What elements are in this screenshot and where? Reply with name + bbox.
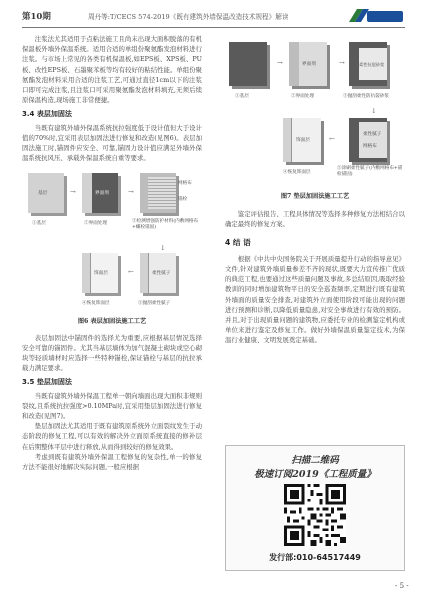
subscription-promo <box>225 445 405 571</box>
fig7-stage-4 <box>283 118 329 178</box>
layer-label: 网格布 <box>178 181 192 187</box>
layer-label: 柔性腻子 <box>363 132 382 137</box>
fig6-stage-5 <box>140 253 202 311</box>
fig7-stage-2 <box>289 42 335 102</box>
paragraph: 注浆法尤其适用于点粘法施工且尚未出现大面积脱落的有机保温板外墙外保温系统。适用合适的单组份聚氨酯发泡材料进行注浆。与市场上常见的各类有机保温板,如EPS板、XPS板、PU板、改性EPS板、石墨聚苯板等均有较好的粘结性能。单组份聚氨酯发泡材料采用合适的注浆工艺,可通过直径1cm以下的注浆口即可完成注浆,且注浆口可采用聚氨酯发泡材料填充,无须后续原保温构造,现场施工非常便捷。 <box>22 35 202 105</box>
page-number: - 5 - <box>395 582 409 590</box>
paragraph: 表层加固法中锚固件的选择尤为重要,应根据基层情况选择安全可靠的锚固件。尤其当基层墙体为加气混凝土砌块或空心砌块等轻质墙材时应选择一些特种锚栓,保证锚栓与基层的抗拉承载力满足要求。 <box>22 333 202 373</box>
paragraph: 当既有建筑外墙外保温系统抗拉强度低于设计值但大于设计值的70%时,宜采用表层加固法进行修复和改造(见图6)。表层加固法施工时,锚固件应安全、可靠,锚固力设计值应满足外墙外保温系统抗风压、承载外保温系统自重等要求。 <box>22 123 202 163</box>
step-label: ③抛刮柔性防抗裂砂浆 <box>343 94 389 99</box>
layer-label: 柔性抗裂砂浆 <box>359 62 385 67</box>
paragraph: 根据《中共中央国务院关于开展质量提升行动的指导意见》文件,针对建筑外墙质量参差不齐的现状,既要大力宣传推广优质的典范工程,也要通过这些质量问题及事故,多总结原因,吸取经验教训的同时增加建筑物平日的安全巡查频率,定期进行既有建筑外墙面的质量安全排查,对建筑外立面使用阶段可能出现的问题进行预测和诊断,以降低质量隐患,对安全事故进行有效的预防。并且,对于出现质量问题的建筑物,应委托专业的检测鉴定机构或单位来进行鉴定及修复工作。做好外墙保温质量鉴定技术,为保温行业健康、文明发展奠定基础。 <box>225 254 405 345</box>
section-heading-3-4: 3.4 表层加固法 <box>22 110 72 119</box>
arrow-right-icon: → <box>70 188 76 197</box>
fig6-stage-3 <box>132 173 202 243</box>
fig6-stage-2 <box>82 173 126 227</box>
mesh-layer <box>148 177 176 209</box>
arrow-left-icon: ← <box>329 135 335 143</box>
figure-6 <box>22 169 202 315</box>
fig7-stage-5 <box>337 118 405 182</box>
wall-block <box>229 42 267 86</box>
layer-label: 饰面层 <box>296 138 310 143</box>
section-heading-4: 4 结 语 <box>225 237 251 247</box>
page-header <box>22 6 405 28</box>
paragraph: 考虑到既有建筑外墙外保温工程修复的复杂性,单一的修复方法不能很好地解决实际问题,一般应根据 <box>22 452 202 472</box>
fig7-stage-1 <box>229 42 273 102</box>
paragraph: 当既有建筑外墙外保温工程单一朝向墙面出现大面积非规则裂纹,且系统抗拉强度>0.10MPa时,宜采用垫层加固法进行修复和改造(见图7)。 <box>22 391 202 421</box>
arrow-right-icon: → <box>277 59 283 67</box>
layer-label: 界面剂 <box>95 191 109 197</box>
arrow-left-icon: ← <box>128 268 134 277</box>
issue-number: 第10期 <box>22 12 51 22</box>
step-label: ④恢复饰面层 <box>82 301 110 307</box>
qr-code[interactable] <box>284 484 346 546</box>
arrow-right-icon: → <box>128 188 134 197</box>
arrow-down-icon: ↓ <box>160 244 166 253</box>
step-label: ②界面处理 <box>84 221 107 227</box>
step-label: ①基层 <box>32 221 46 227</box>
fig7-stage-3 <box>343 42 405 104</box>
arrow-down-icon: ↓ <box>371 107 377 115</box>
step-label: ⑤抛刮柔性腻子 <box>138 301 171 307</box>
layer-label: 饰面层 <box>94 271 108 277</box>
left-column <box>22 34 202 472</box>
step-label: ④恢复饰面层 <box>283 170 311 175</box>
journal-logo <box>347 6 405 26</box>
right-column <box>225 34 405 346</box>
fig6-stage-1 <box>28 173 68 227</box>
section-heading-3-5: 3.5 垫层加固法 <box>22 378 72 387</box>
figure-6-caption: 图6 表层加固法施工工艺 <box>77 318 147 326</box>
figure-7 <box>225 34 405 190</box>
paragraph: 鉴定评估报告、工程具体情况等选择多种修复方法相结合以确定最终的修复方案。 <box>225 210 405 229</box>
step-label: ①基层 <box>235 94 249 99</box>
arrow-right-icon: → <box>339 59 345 67</box>
running-title: 周丹等:T/CECS 574-2019《既有建筑外墙保温改造技术规程》解读 <box>88 13 289 21</box>
layer-label: 网格布 <box>363 144 377 149</box>
figure-7-caption: 图7 垫层加固法施工工艺 <box>280 193 350 200</box>
fig6-stage-4 <box>82 253 128 311</box>
layer-label: 柔性腻子 <box>152 271 171 277</box>
step-label: ⑤涂刷柔性腻子(内敷网格布+锚栓锚固) <box>337 166 403 177</box>
paragraph: 垫层加固法尤其适用于既有建筑原系统外立面裂纹发生于动态阶段的修复工程,可以有效的解决外立面原系统直接的修补层在后期整体平层中进行释放,从而得到较好的修复效果。 <box>22 422 202 451</box>
step-label: ③检测增强防护材料(内敷网格布+螺栓锚固) <box>132 219 199 231</box>
promo-subscribe-text: 极速订阅2019《工程质量》 <box>254 469 376 480</box>
layer-label: 基层 <box>38 191 48 197</box>
promo-phone: 发行部:010-64517449 <box>269 553 361 562</box>
promo-scan-text: 扫描二维码 <box>291 455 339 466</box>
layer-label: 界面剂 <box>302 62 316 67</box>
layer-label: 锚栓 <box>178 197 188 203</box>
step-label: ②界面处理 <box>291 94 314 99</box>
